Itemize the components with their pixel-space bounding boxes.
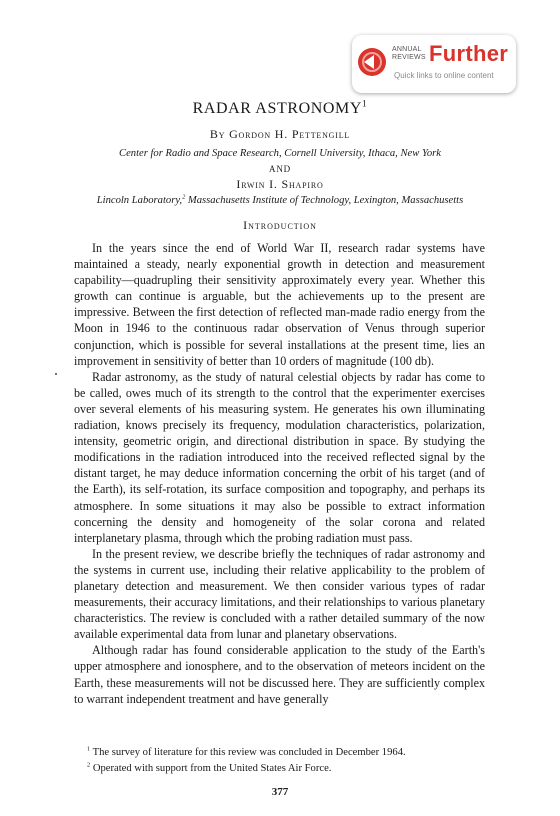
- author-name-2: Irwin I. Shapiro: [236, 177, 324, 191]
- section-heading: Introduction: [243, 218, 317, 232]
- paragraph-4: Although radar has found considerable application to the study of the Earth's upper atmosphere and ionosphere, and to the observation of meteors incident on the Earth, these measurements will not be discussed here. They are sufficiently complex to warrant independent treatment and have generally: [74, 643, 485, 706]
- article-title: RADAR ASTRONOMY$^1$: [192, 98, 368, 117]
- author-line-1: [0, 127, 560, 142]
- paragraph-1: In the years since the end of World War II, research radar systems have maintained a steady, nearly exponential growth in detection and measurement capability—quadrupling their sensitivity approximately every year. Whether this growth can continue is arguable, but the achievements up to the present are impressive. Between the first detection of reflected man-made radio energy from the Moon in 1946 to the continuous radar observation of Venus through superior conjunction, which is possible for several installations at the present time, lies an improvement in sensitivity of better than 10 orders of magnitude (100 db).: [74, 241, 485, 368]
- affiliation-1: Center for Radio and Space Research, Cornell University, Ithaca, New York: [119, 148, 441, 159]
- affiliation-2: Lincoln Laboratory,$^2$ Massachusetts Institute of Technology, Lexington, Massachusetts: [96, 193, 464, 206]
- quick-links-caption: Quick links to online content: [394, 71, 494, 80]
- paragraph-2: Radar astronomy, as the study of natural celestial objects by radar has come to be called, owes much of its strength to the control that the experimenter exercises over several elements of his measuring system. He generates his own illuminating radiation, knows precisely its frequency, modulation characteristics, polarization, intensity, geometric origin, and directional distribution in space. By studying the modifications in the radiation introduced into the received reflected signal by the distant target, he may deduce information concerning the orbit of his target (and of the Earth), its self-rotation, its surface composition and topography, and perhaps its atmosphere. In some situations it may also be possible to extract information concerning the density and homogeneity of the solar corona and related interplanetary plasma, through which the probing radiation must pass.: [74, 369, 485, 545]
- further-wordmark: Further: [429, 41, 509, 66]
- body-text: [74, 240, 485, 707]
- further-quick-links-badge[interactable]: [352, 35, 516, 93]
- back-arrow-icon: [358, 48, 386, 76]
- author-name-1: Gordon H. Pettengill: [229, 127, 351, 141]
- footnote-1: $^1$ The survey of literature for this review was concluded in December 1964.: [87, 745, 406, 758]
- affiliation-footnote-ref: 2: [182, 193, 186, 201]
- footnote-2: $^2$ Operated with support from the United States Air Force.: [87, 761, 332, 774]
- by-label: By: [209, 127, 226, 141]
- title-footnote-ref: 1: [362, 98, 368, 110]
- and-separator: AND: [269, 164, 291, 174]
- page-number: 377: [271, 786, 289, 798]
- paragraph-3: In the present review, we describe briefly the techniques of radar astronomy and the systems in current use, including their relative applicability to the problem of planetary detection and measurement. We then consider various types of radar measurements, their accuracy limitations, and their relationships to various planetary characteristics. The review is concluded with a rather detailed summary of the now available experimental data from lunar and planetary observations.: [74, 546, 485, 642]
- annual-reviews-logo-text: ANNUAL REVIEWS: [392, 46, 426, 61]
- margin-mark: [55, 373, 57, 375]
